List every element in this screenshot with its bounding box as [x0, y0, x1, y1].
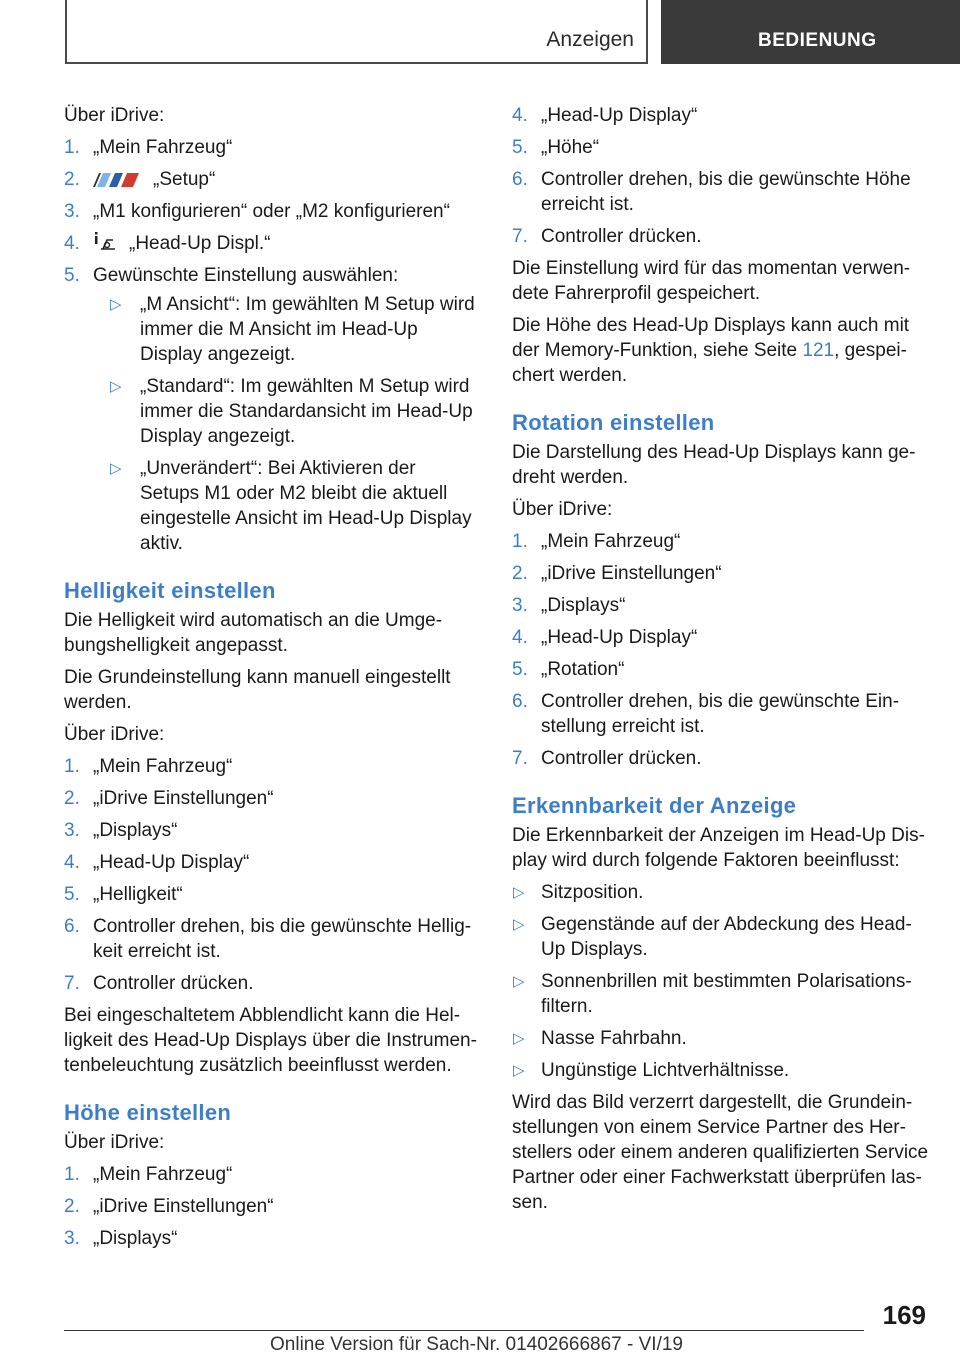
list-item [64, 135, 480, 160]
list-item [512, 224, 932, 249]
rotation-steps-list [512, 529, 932, 771]
paragraph: Über iDrive: [64, 1132, 165, 1153]
triangle-bullet-icon: ▷ [513, 1062, 525, 1079]
step-text: „Head-Up Displ.“ [129, 233, 271, 254]
list-item [512, 746, 932, 771]
step-number: 3. [64, 820, 80, 841]
step-number: 1. [64, 137, 80, 158]
step-number: 3. [64, 1228, 80, 1249]
setup-steps-list [64, 135, 480, 556]
paragraph: Die Erkennbarkeit der Anzeigen im Head-Up Display wird durch folgende Faktoren beeinflusst: [512, 825, 925, 871]
step-text: „iDrive Einstellungen“ [541, 563, 722, 584]
triangle-bullet-icon: ▷ [513, 1030, 525, 1047]
triangle-bullet-icon: ▷ [513, 916, 525, 933]
bullet-text: Gegenstände auf der Abdeckung des Head-Up Displays. [541, 914, 912, 960]
step-text: „Setup“ [153, 169, 216, 190]
step-number: 5. [64, 884, 80, 905]
step-text: „Mein Fahrzeug“ [93, 137, 233, 158]
section-tab-label: Anzeigen [546, 28, 634, 51]
step-number: 7. [512, 226, 528, 247]
intro-text: Über iDrive: [64, 105, 165, 126]
bullet-text: Ungünstige Lichtverhältnisse. [541, 1060, 790, 1081]
step-number: 4. [64, 852, 80, 873]
bullet-text: Nasse Fahrbahn. [541, 1028, 687, 1049]
factors-list [512, 880, 932, 1083]
step-number: 5. [64, 265, 80, 286]
step-text: „Höhe“ [541, 137, 600, 158]
paragraph-text: Die Höhe des Head-Up Displays kann auch mit der Memory-Funktion, siehe Seite [512, 315, 910, 361]
head-up-display-icon [93, 232, 121, 252]
step-text: „Head-Up Display“ [541, 105, 698, 126]
list-item [64, 850, 480, 875]
list-item [512, 529, 932, 554]
step-number: 6. [64, 916, 80, 937]
page-number: 169 [882, 1300, 926, 1330]
step-text: „Displays“ [541, 595, 626, 616]
left-column [64, 103, 480, 1258]
step-text: „Head-Up Display“ [93, 852, 250, 873]
step-text: „Mein Fahrzeug“ [93, 756, 233, 777]
list-item [64, 1194, 480, 1219]
list-item [512, 657, 932, 682]
m-logo-icon [93, 173, 141, 187]
paragraph: Die Einstellung wird für das momentan verwendete Fahrerprofil gespeichert. [512, 258, 911, 304]
options-list [93, 292, 480, 556]
list-item [64, 167, 480, 192]
step-number: 2. [64, 788, 80, 809]
triangle-bullet-icon: ▷ [110, 378, 122, 395]
step-number: 3. [512, 595, 528, 616]
step-number: 1. [64, 1164, 80, 1185]
step-text: „M1 konfigurieren“ oder „M2 konfigurieren“ [93, 201, 450, 222]
height-steps-list-continued [512, 103, 932, 249]
heading-height: Höhe einstellen [64, 1100, 232, 1125]
section-tab [65, 0, 648, 64]
footer-divider [64, 1330, 864, 1331]
list-item [512, 880, 932, 905]
paragraph: Die Helligkeit wird automatisch an die Umgebungshelligkeit angepasst. [64, 610, 443, 656]
step-number: 2. [64, 169, 80, 190]
bullet-text: Sonnenbrillen mit bestimmten Polarisationsfiltern. [541, 971, 912, 1017]
list-item [64, 263, 480, 556]
list-item [512, 1026, 932, 1051]
step-number: 2. [64, 1196, 80, 1217]
right-column [512, 103, 932, 1222]
list-item [64, 1162, 480, 1187]
step-text: Controller drehen, bis die gewünschte Höhe erreicht ist. [541, 169, 911, 215]
step-number: 2. [512, 563, 528, 584]
step-number: 6. [512, 169, 528, 190]
heading-brightness: Helligkeit einstellen [64, 578, 276, 603]
step-number: 7. [512, 748, 528, 769]
heading-visibility: Erkennbarkeit der Anzeige [512, 793, 797, 818]
chapter-tab [661, 0, 960, 64]
triangle-bullet-icon: ▷ [110, 296, 122, 313]
step-number: 4. [64, 233, 80, 254]
paragraph: Die Darstellung des Head-Up Displays kann gedreht werden. [512, 442, 916, 488]
list-item [64, 231, 480, 256]
step-number: 4. [512, 627, 528, 648]
paragraph: Bei eingeschaltetem Abblendlicht kann die Helligkeit des Head-Up Displays über die Instrumentenbeleuchtung zusätzlich beeinflusst werden. [64, 1005, 477, 1076]
step-text: Gewünschte Einstellung auswählen: [93, 265, 399, 286]
list-item [512, 561, 932, 586]
page-header [0, 0, 960, 66]
list-item [512, 1058, 932, 1083]
list-item [64, 754, 480, 779]
footer-text: Online Version für Sach-Nr. 01402666867 - VI/19 [270, 1334, 683, 1355]
step-text: „iDrive Einstellungen“ [93, 1196, 274, 1217]
triangle-bullet-icon: ▷ [513, 973, 525, 990]
list-item [512, 912, 932, 962]
step-number: 3. [64, 201, 80, 222]
list-item [64, 199, 480, 224]
brightness-steps-list [64, 754, 480, 996]
step-text: „Head-Up Display“ [541, 627, 698, 648]
step-number: 1. [512, 531, 528, 552]
heading-rotation: Rotation einstellen [512, 410, 715, 435]
list-item [512, 625, 932, 650]
step-text: Controller drücken. [93, 973, 254, 994]
list-item [64, 914, 480, 964]
list-item [93, 456, 480, 556]
list-item [512, 167, 932, 217]
triangle-bullet-icon: ▷ [110, 460, 122, 477]
list-item [512, 103, 932, 128]
bullet-text: „Unverändert“: Bei Aktivieren der Setups M1 oder M2 bleibt die aktuell eingestelle Ansicht im Head-Up Display aktiv. [140, 458, 472, 554]
paragraph: Über iDrive: [512, 499, 613, 520]
list-item [93, 374, 480, 449]
list-item [93, 292, 480, 367]
list-item [512, 969, 932, 1019]
step-number: 5. [512, 137, 528, 158]
paragraph: Wird das Bild verzerrt dargestellt, die Grundeinstellungen von einem Service Partner des Herstellers oder einem anderen qualifizierten Service Partner oder einer Fachwerkstatt überprüfen lassen. [512, 1092, 929, 1213]
step-number: 5. [512, 659, 528, 680]
list-item [64, 818, 480, 843]
step-text: „iDrive Einstellungen“ [93, 788, 274, 809]
paragraph-text: , gespeichert werden. [512, 340, 907, 386]
step-text: „Mein Fahrzeug“ [541, 531, 681, 552]
step-text: „Displays“ [93, 820, 178, 841]
step-text: „Helligkeit“ [93, 884, 183, 905]
list-item [512, 689, 932, 739]
paragraph: Über iDrive: [64, 724, 165, 745]
bullet-text: „M Ansicht“: Im gewählten M Setup wird immer die M Ansicht im Head-Up Display angezeigt. [140, 294, 475, 365]
chapter-tab-label: BEDIENUNG [758, 30, 877, 51]
list-item [64, 882, 480, 907]
paragraph [512, 313, 932, 388]
step-number: 6. [512, 691, 528, 712]
step-text: Controller drehen, bis die gewünschte Helligkeit erreicht ist. [93, 916, 472, 962]
height-steps-list [64, 1162, 480, 1251]
step-number: 1. [64, 756, 80, 777]
list-item [64, 971, 480, 996]
bullet-text: Sitzposition. [541, 882, 644, 903]
list-item [512, 593, 932, 618]
step-text: „Displays“ [93, 1228, 178, 1249]
step-number: 4. [512, 105, 528, 126]
paragraph: Die Grundeinstellung kann manuell eingestellt werden. [64, 667, 451, 713]
step-text: Controller drücken. [541, 226, 702, 247]
list-item [512, 135, 932, 160]
step-text: Controller drücken. [541, 748, 702, 769]
list-item [64, 786, 480, 811]
triangle-bullet-icon: ▷ [513, 884, 525, 901]
bullet-text: „Standard“: Im gewählten M Setup wird immer die Standardansicht im Head-Up Display angezeigt. [140, 376, 473, 447]
step-text: „Mein Fahrzeug“ [93, 1164, 233, 1185]
page-reference-link[interactable]: 121 [802, 340, 835, 361]
step-text: „Rotation“ [541, 659, 625, 680]
step-number: 7. [64, 973, 80, 994]
step-text: Controller drehen, bis die gewünschte Einstellung erreicht ist. [541, 691, 900, 737]
list-item [64, 1226, 480, 1251]
